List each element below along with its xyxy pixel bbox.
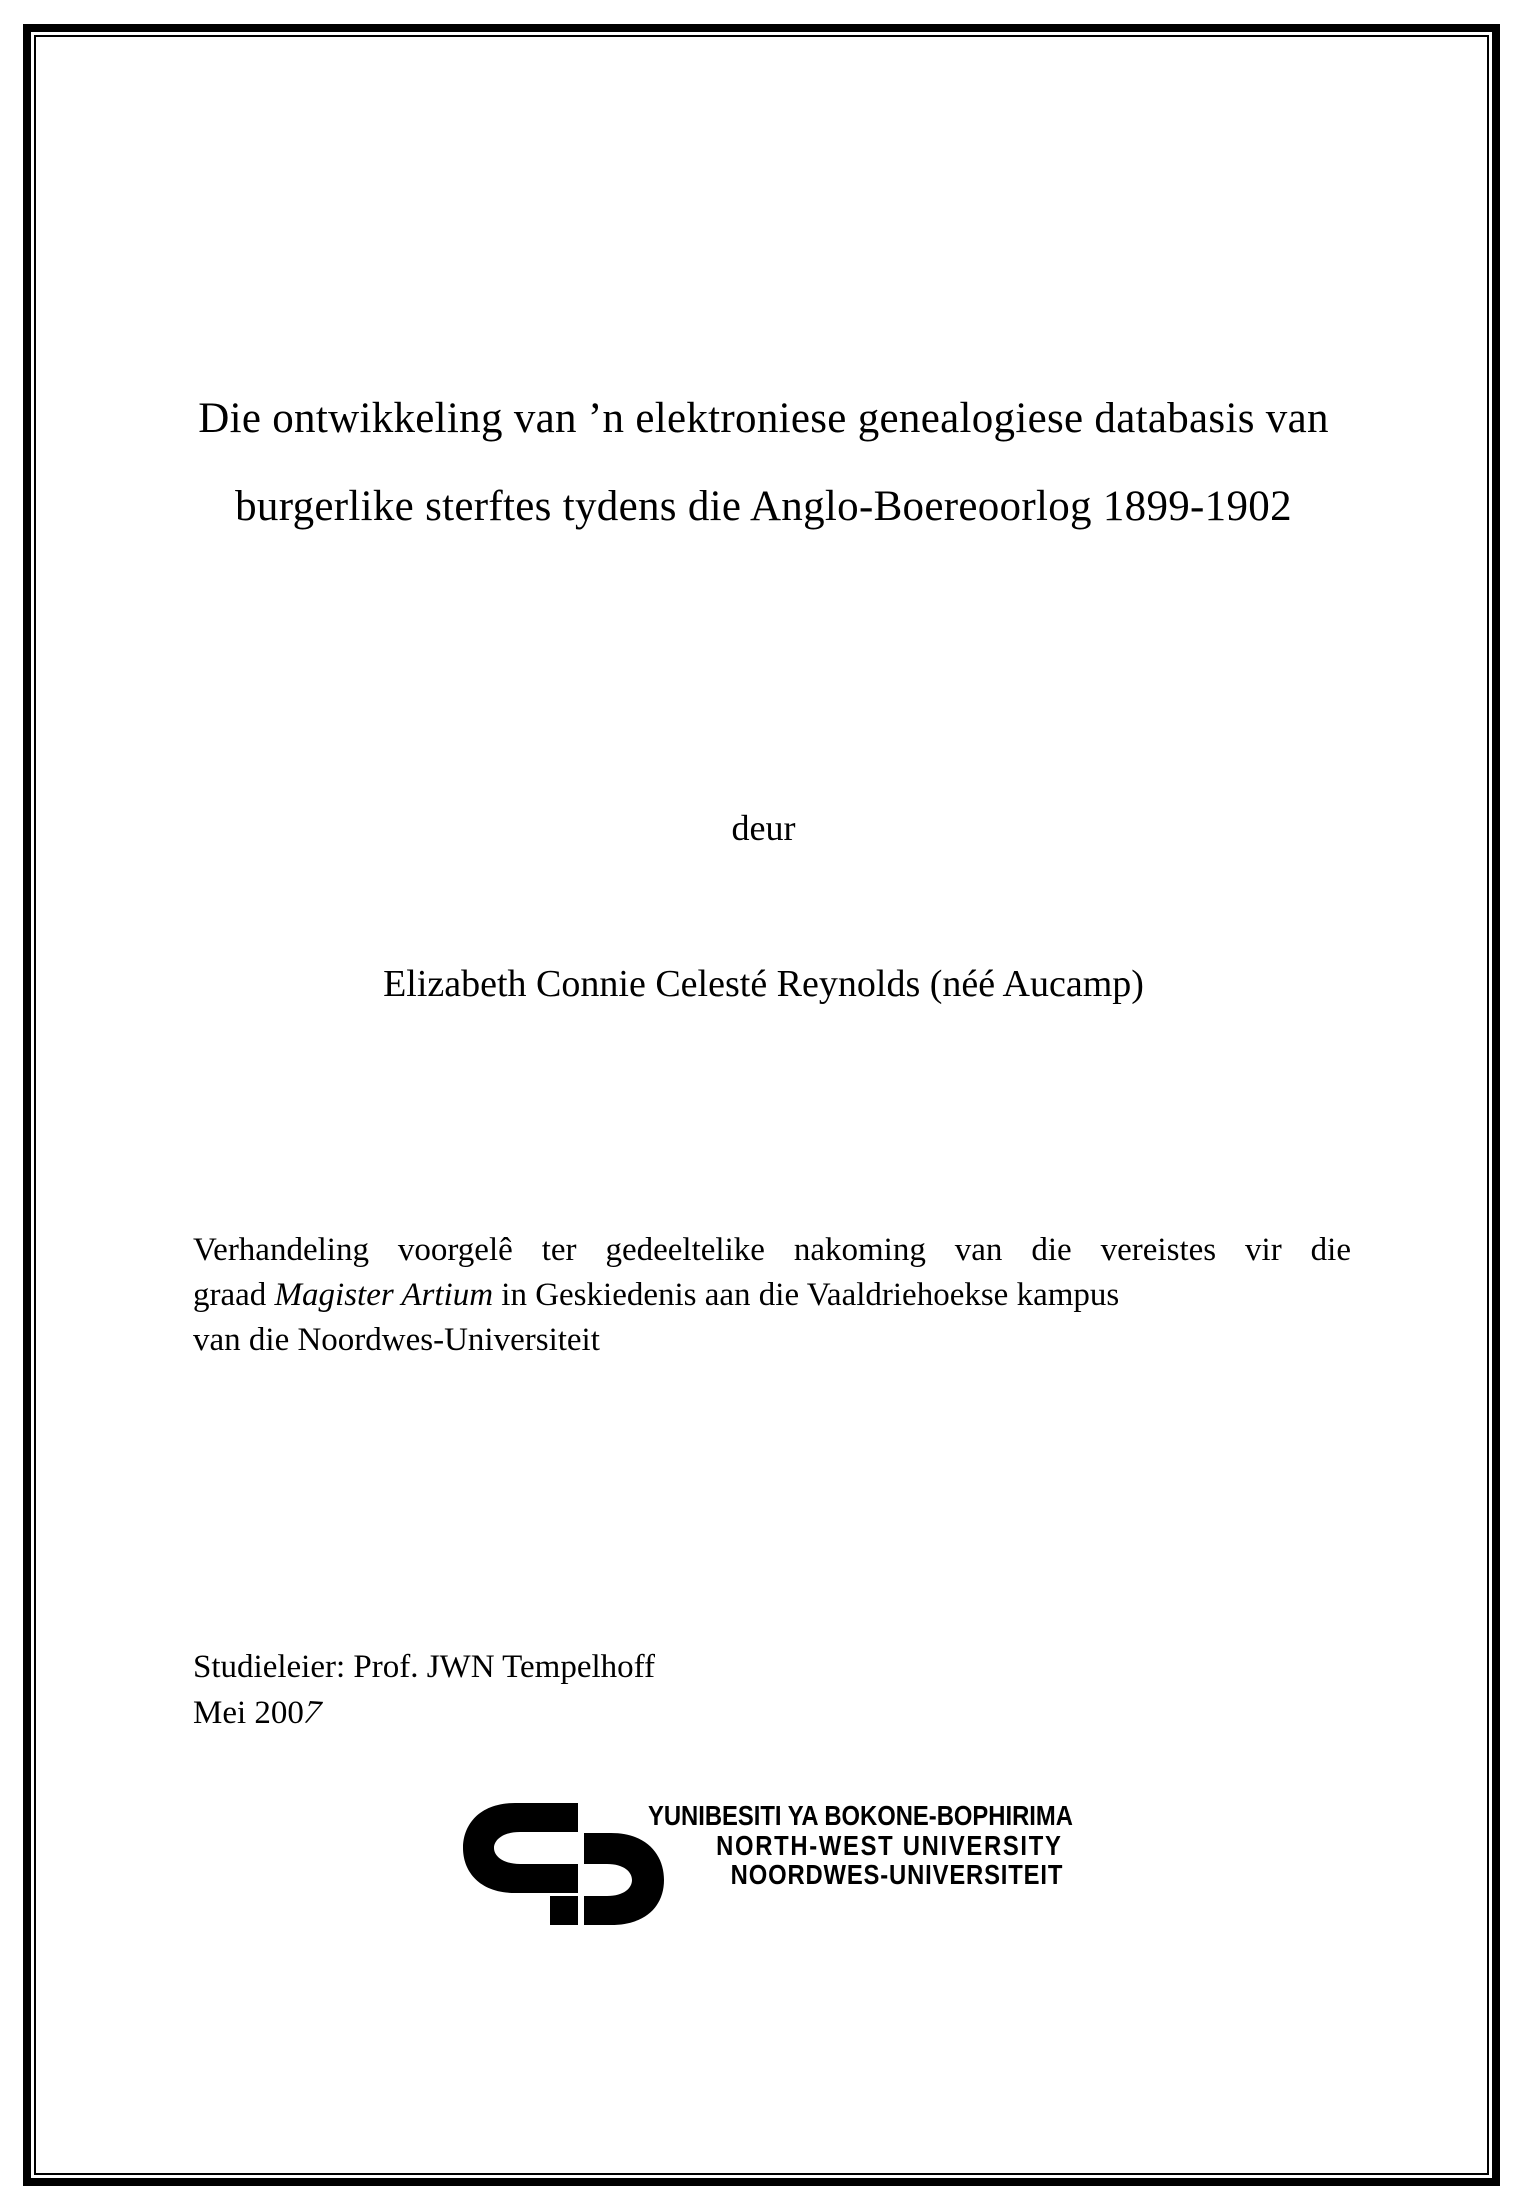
- degree-statement-line1: Verhandeling voorgelê ter gedeeltelike nakoming van die vereistes vir die: [193, 1232, 1351, 1268]
- nwu-logo: [463, 1795, 1073, 1940]
- degree-name-italic: Magister Artium: [274, 1277, 494, 1313]
- thesis-title-line2: burgerlike sterftes tydens die Anglo-Boereoorlog 1899-1902: [235, 483, 1292, 530]
- logo-line-setswana: [573, 1800, 1073, 1831]
- nwu-logo-text: [573, 1800, 1073, 1890]
- logo-line-english-text: NORTH-WEST UNIVERSITY: [716, 1829, 1063, 1861]
- logo-line-afrikaans: [573, 1860, 1063, 1890]
- thesis-title: [90, 375, 1437, 551]
- degree-statement-line2: [193, 1273, 1351, 1318]
- logo-line-setswana-text: YUNIBESITI YA BOKONE-BOPHIRIMA: [647, 1800, 1073, 1831]
- degree-statement: [193, 1228, 1351, 1363]
- degree-statement-line2-pre: graad: [193, 1277, 275, 1313]
- logo-line-english: [573, 1831, 1063, 1861]
- date-last-digit: 7: [298, 1694, 326, 1732]
- thesis-title-line1: Die ontwikkeling van ’n elektroniese genealogiese databasis van: [198, 395, 1329, 442]
- logo-line-afrikaans-text: NOORDWES-UNIVERSITEIT: [730, 1859, 1063, 1890]
- byline-deur: deur: [731, 808, 796, 848]
- supervisor-line: Studieleier: Prof. JWN Tempelhoff: [193, 1649, 656, 1685]
- degree-statement-line2-post: in Geskiedenis aan die Vaaldriehoekse kampus: [493, 1277, 1120, 1313]
- date-prefix: Mei 200: [193, 1695, 304, 1731]
- date-line: [193, 1690, 655, 1736]
- supervisor-block: [193, 1644, 655, 1736]
- author-name: Elizabeth Connie Celesté Reynolds (néé Aucamp): [383, 963, 1144, 1005]
- degree-statement-line3: van die Noordwes-Universiteit: [193, 1322, 600, 1358]
